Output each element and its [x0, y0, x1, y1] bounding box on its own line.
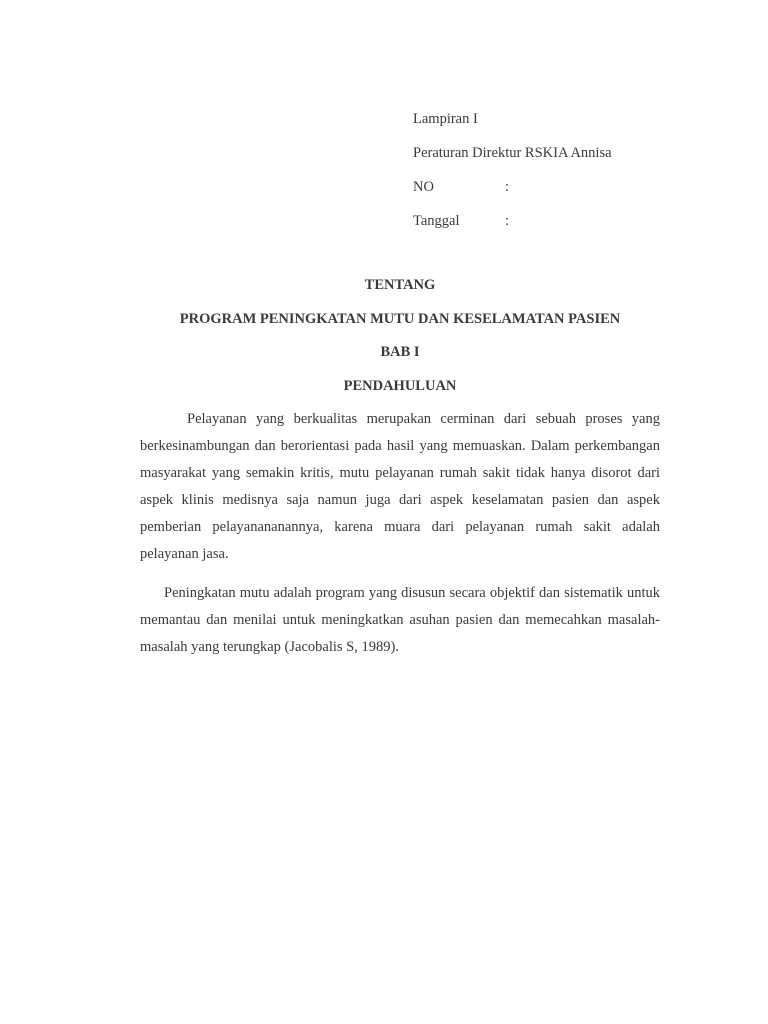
attachment-number-separator: :	[505, 179, 510, 195]
heading-chapter-title: PENDAHULUAN	[343, 377, 457, 394]
attachment-title	[413, 108, 733, 142]
document-body	[140, 406, 660, 673]
heading-about: TENTANG	[364, 277, 436, 293]
attachment-number-label: NO	[413, 179, 434, 195]
attachment-date-separator: :	[505, 213, 510, 229]
attachment-regulation-text: Peraturan Direktur RSKIA Annisa	[413, 145, 612, 161]
attachment-block	[413, 108, 733, 244]
attachment-number-row	[413, 176, 733, 210]
document-headings	[140, 274, 660, 408]
attachment-regulation	[413, 142, 733, 176]
heading-program: PROGRAM PENINGKATAN MUTU DAN KESELAMATAN PASIEN	[179, 310, 621, 327]
paragraph-2: Peningkatan mutu adalah program yang disusun secara objektif dan sistematik untuk memantau dan menilai untuk meningkatkan asuhan pasien dan memecahkan masalah-masalah yang terungkap (Jacobalis S, 1989).	[140, 585, 660, 655]
attachment-date-label: Tanggal	[413, 213, 460, 229]
heading-chapter: BAB I	[380, 344, 420, 360]
attachment-date-row	[413, 210, 733, 244]
paragraph-1: Pelayanan yang berkualitas merupakan cerminan dari sebuah proses yang berkesinambungan dan berorientasi pada hasil yang memuaskan. Dalam perkembangan masyarakat yang semakin kritis, mutu pelayanan rumah sakit tidak hanya disorot dari aspek klinis medisnya saja namun juga dari aspek keselamatan pasien dan aspek pemberian pelayanananannya, karena muara dari pelayanan rumah sakit adalah pelayanan jasa.	[140, 411, 660, 562]
attachment-title-text: Lampiran I	[413, 111, 478, 127]
